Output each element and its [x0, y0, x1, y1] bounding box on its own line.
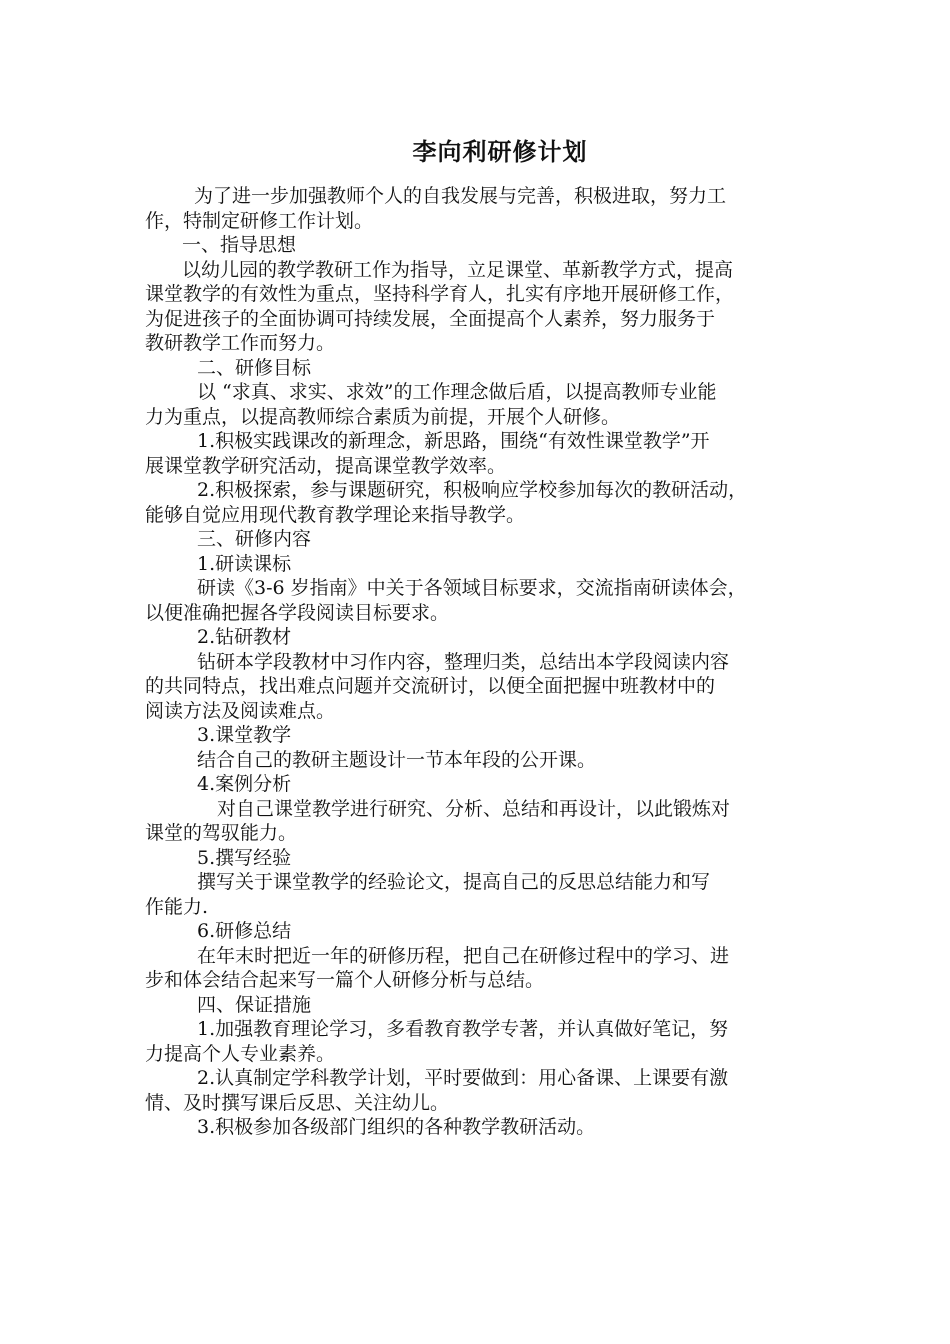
text-line: 作能力. [145, 895, 209, 918]
text-line: 1.加强教育理论学习，多看教育教学专著，并认真做好笔记，努 [197, 1018, 729, 1040]
text-line: 课堂的驾驭能力。 [145, 822, 298, 844]
text-line: 展课堂教学研究活动，提高课堂教学效率。 [145, 454, 507, 477]
section-heading: 二、研修目标 [197, 356, 312, 379]
text-line: 3.积极参加各级部门组织的各种教学教研活动。 [197, 1116, 596, 1138]
subsection-heading: 3.课堂教学 [197, 724, 292, 746]
text-line: 能够自觉应用现代教育教学理论来指导教学。 [145, 503, 526, 526]
subsection-heading: 4.案例分析 [197, 773, 292, 795]
text-line: 研读《3-6 岁指南》中关于各领域目标要求，交流指南研读体会， [197, 577, 747, 599]
section-heading: 四、保证措施 [197, 993, 312, 1016]
text-line: 的共同特点，找出难点问题并交流研讨，以便全面把握中班教材中的 [145, 675, 716, 697]
text-line: 以幼儿园的教学教研工作为指导，立足课堂、革新教学方式，提高 [182, 258, 734, 281]
text-line: 情、及时撰写课后反思、关注幼儿。 [145, 1091, 450, 1114]
text-line: 2.积极探索，参与课题研究，积极响应学校参加每次的教研活动， [197, 479, 748, 501]
text-line: 阅读方法及阅读难点。 [145, 699, 336, 722]
subsection-heading: 1.研读课标 [197, 552, 292, 575]
text-line: 钻研本学段教材中习作内容，整理归类，总结出本学段阅读内容 [197, 650, 730, 673]
document-body [145, 184, 815, 1140]
subsection-heading: 2.钻研教材 [197, 626, 292, 648]
text-line: 为了进一步加强教师个人的自我发展与完善，积极进取，努力工 [194, 185, 727, 207]
subsection-heading: 5.撰写经验 [197, 846, 292, 869]
document-title: 李向利研修计划 [412, 137, 588, 166]
text-line: 作，特制定研修工作计划。 [145, 209, 374, 232]
text-line: 以便准确把握各学段阅读目标要求。 [145, 601, 450, 624]
text-line: 教研教学工作而努力。 [145, 332, 336, 354]
text-line: 2.认真制定学科教学计划，平时要做到：用心备课、上课要有激 [197, 1067, 729, 1089]
text-line: 撰写关于课堂教学的经验论文，提高自己的反思总结能力和写 [197, 871, 711, 893]
section-heading: 三、研修内容 [197, 528, 312, 550]
text-line: 结合自己的教研主题设计一节本年段的公开课。 [197, 748, 597, 771]
text-line: 力为重点，以提高教师综合素质为前提，开展个人研修。 [145, 405, 621, 428]
text-line: 力提高个人专业素养。 [145, 1042, 336, 1065]
text-line: 对自己课堂教学进行研究、分析、总结和再设计，以此锻炼对 [217, 797, 731, 820]
text-line: 以 “求真、求实、求效”的工作理念做后盾，以提高教师专业能 [197, 381, 717, 403]
text-line: 为促进孩子的全面协调可持续发展，全面提高个人素养，努力服务于 [145, 307, 716, 330]
section-heading: 一、指导思想 [182, 234, 297, 256]
text-line: 在年末时把近一年的研修历程，把自己在研修过程中的学习、进 [197, 944, 730, 967]
text-line: 步和体会结合起来写一篇个人研修分析与总结。 [145, 969, 545, 991]
text-line: 课堂教学的有效性为重点，坚持科学育人，扎实有序地开展研修工作， [145, 283, 735, 305]
text-line: 1.积极实践课改的新理念，新思路，围绕“有效性课堂教学”开 [197, 430, 710, 452]
subsection-heading: 6.研修总结 [197, 920, 292, 942]
